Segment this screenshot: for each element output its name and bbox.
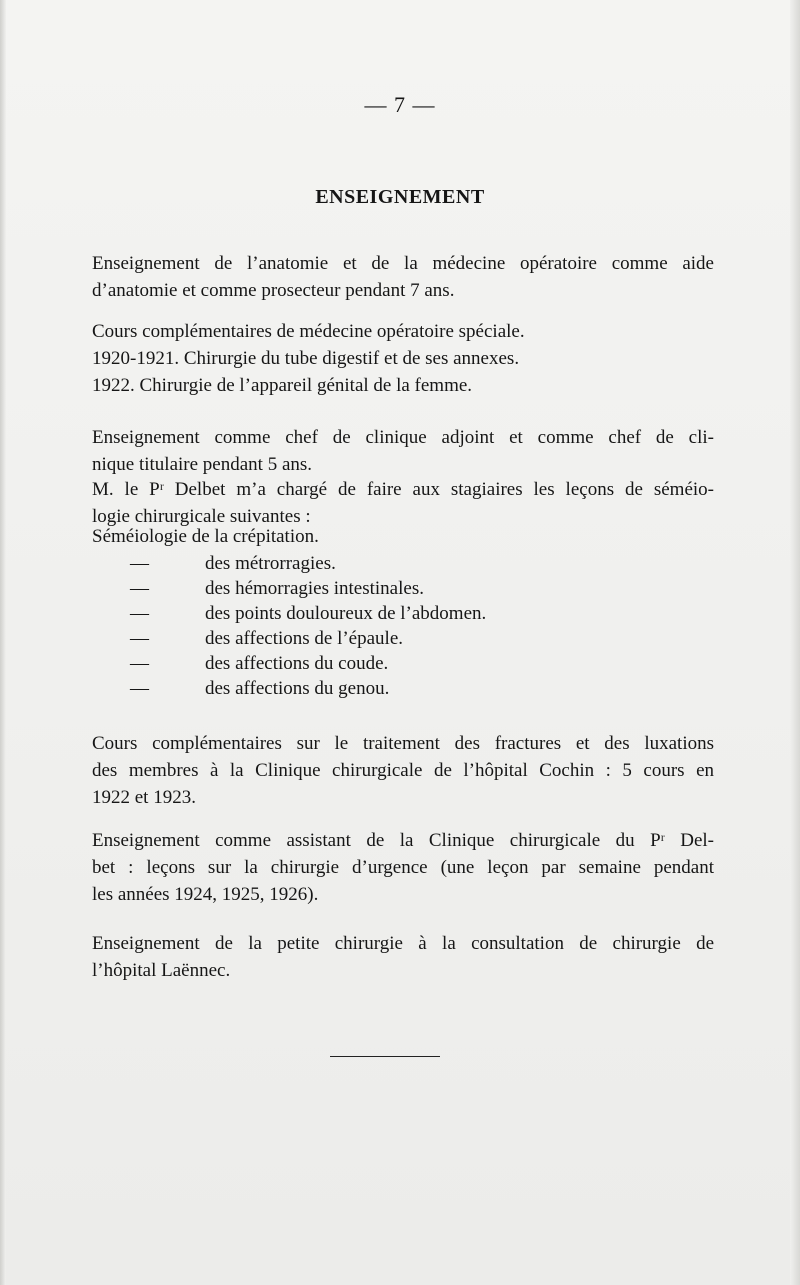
list-dash: — xyxy=(130,653,149,674)
paragraph-anatomy xyxy=(92,250,714,304)
list-dash: — xyxy=(130,678,149,699)
paragraph-delbet xyxy=(92,476,714,530)
list-dash: — xyxy=(130,578,149,599)
section-heading: ENSEIGNEMENT xyxy=(315,186,485,208)
text-line: Enseignement comme assistant de la Clinique chirurgicale du Pʳ Del- xyxy=(92,830,714,851)
list-item: des affections du genou. xyxy=(205,678,390,699)
text-line: Cours complémentaires sur le traitement des fractures et des luxations xyxy=(92,733,714,754)
text-line: l’hôpital Laënnec. xyxy=(92,960,231,981)
page-number: — 7 — xyxy=(364,92,436,117)
list-dash: — xyxy=(130,603,149,624)
text-line: d’anatomie et comme prosecteur pendant 7 ans. xyxy=(92,280,455,301)
list-item: des affections du coude. xyxy=(205,653,389,674)
text-line: 1922. Chirurgie de l’appareil génital de la femme. xyxy=(92,375,473,396)
paragraph-courses xyxy=(92,318,714,399)
paragraph-clinic xyxy=(92,424,714,478)
list-item: des hémorragies intestinales. xyxy=(205,578,424,599)
text-line: 1920-1921. Chirurgie du tube digestif et de ses annexes. xyxy=(92,348,520,369)
text-line: Cours complémentaires de médecine opératoire spéciale. xyxy=(92,321,525,342)
text-line: logie chirurgicale suivantes : xyxy=(92,506,311,527)
text-line: Enseignement de l’anatomie et de la médecine opératoire comme aide xyxy=(92,253,714,274)
paragraph-fractures xyxy=(92,730,714,811)
separator-rule xyxy=(330,1056,440,1057)
text-line: bet : leçons sur la chirurgie d’urgence (une leçon par semaine pendant xyxy=(92,857,714,878)
paragraph-assistant xyxy=(92,827,714,908)
text-line: des membres à la Clinique chirurgicale de l’hôpital Cochin : 5 cours en xyxy=(92,760,714,781)
text-line: nique titulaire pendant 5 ans. xyxy=(92,454,313,475)
text-line: M. le Pʳ Delbet m’a chargé de faire aux stagiaires les leçons de séméio- xyxy=(92,479,714,500)
text-line: les années 1924, 1925, 1926). xyxy=(92,884,319,905)
list-first-item: Séméiologie de la crépitation. xyxy=(92,526,319,547)
list-item: des points douloureux de l’abdomen. xyxy=(205,603,487,624)
text-line: 1922 et 1923. xyxy=(92,787,196,808)
list-item: des affections de l’épaule. xyxy=(205,628,404,649)
list-item: des métrorragies. xyxy=(205,553,336,574)
text-line: Enseignement de la petite chirurgie à la consultation de chirurgie de xyxy=(92,933,714,954)
text-line: Enseignement comme chef de clinique adjoint et comme chef de cli- xyxy=(92,427,714,448)
list-dash: — xyxy=(130,553,149,574)
paragraph-laennec xyxy=(92,930,714,984)
list-dash: — xyxy=(130,628,149,649)
